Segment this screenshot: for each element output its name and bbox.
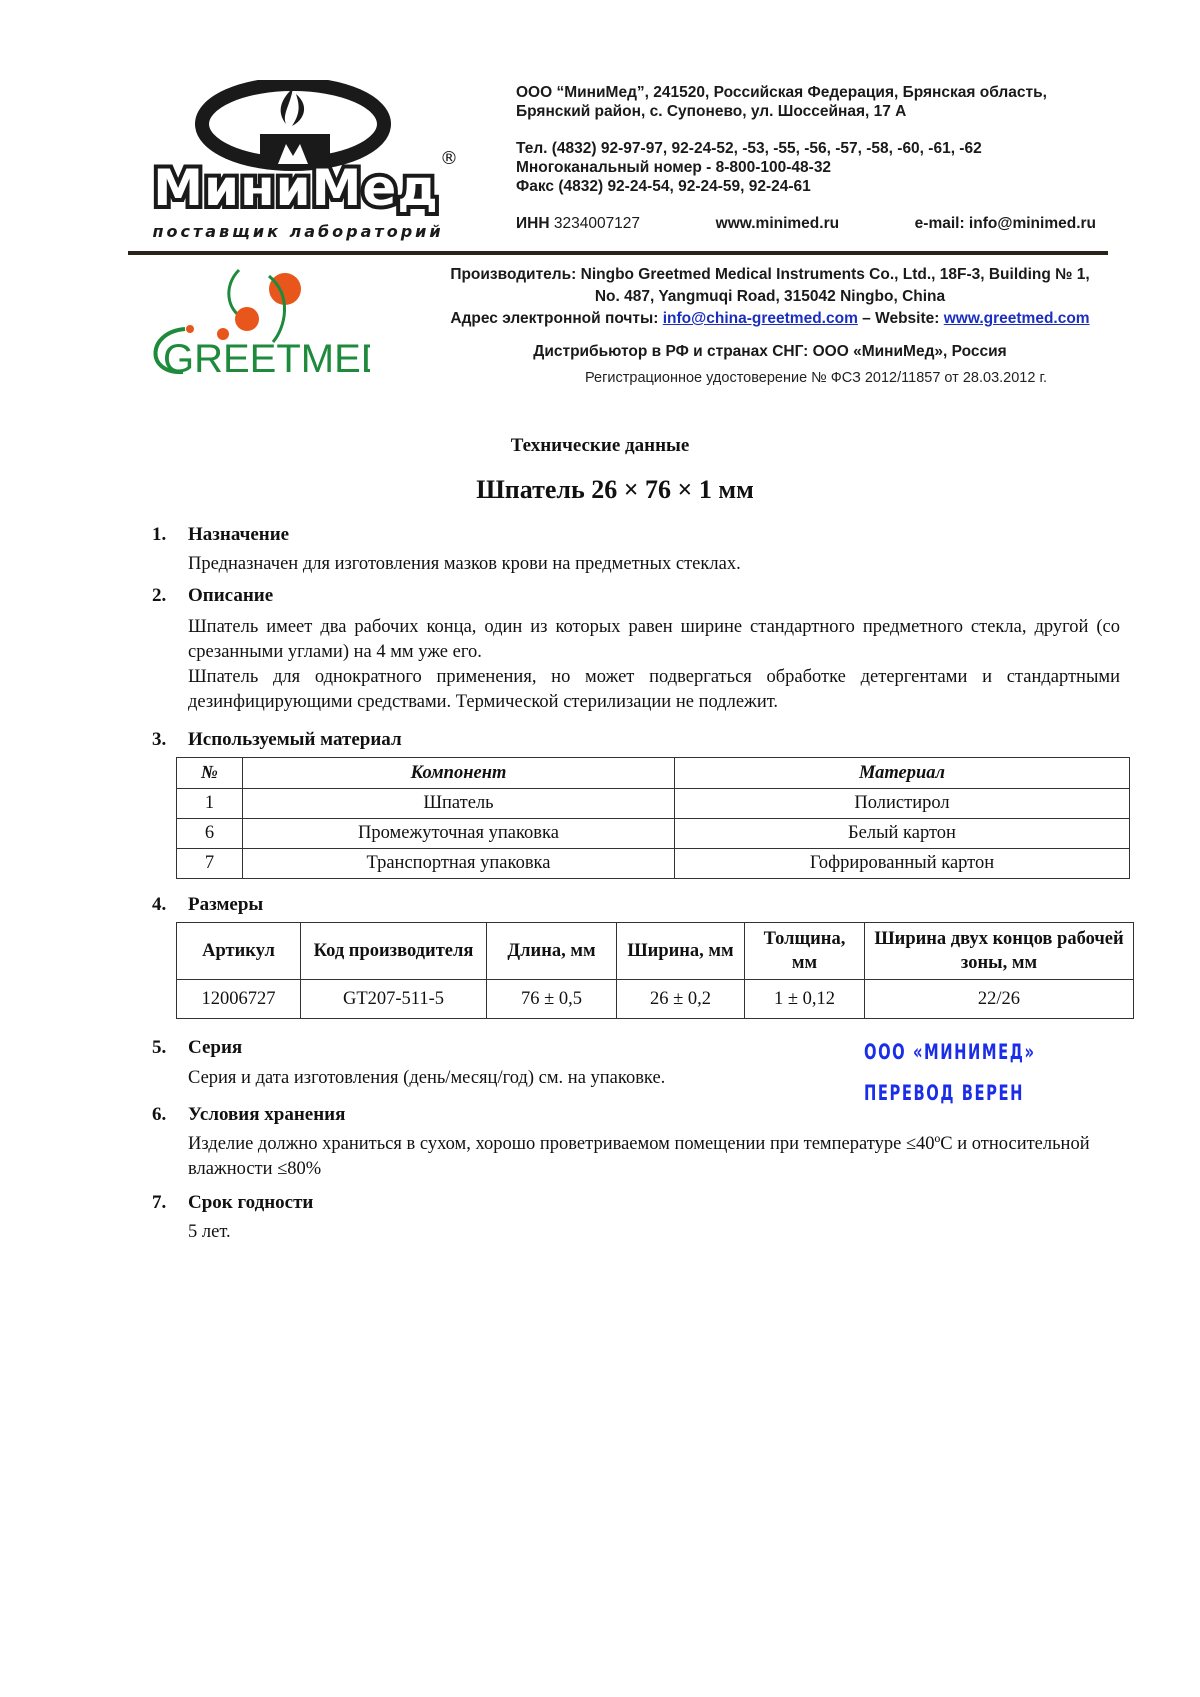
section-heading-shelf-life — [152, 1192, 313, 1214]
minimed-email[interactable]: e-mail: info@minimed.ru — [914, 215, 1096, 232]
address-line-2: Брянский район, с. Супонево, ул. Шоссейная, 17 А — [516, 103, 907, 120]
table-cell: Гофрированный картон — [675, 849, 1130, 879]
section-heading-materials — [152, 729, 402, 751]
section-body-shelf-life — [188, 1220, 1120, 1245]
inn-label: ИНН — [516, 215, 550, 232]
section-title: Описание — [188, 585, 274, 606]
inn — [516, 214, 640, 233]
section-number: 1. — [152, 524, 167, 545]
greetmed-logo-text: GREETMED — [163, 337, 370, 377]
phone-line: Тел. (4832) 92-97-97, 92-24-52, -53, -55, -56, -57, -58, -60, -61, -62 — [516, 140, 982, 157]
column-header: Материал — [675, 758, 1130, 789]
paragraph: Изделие должно храниться в сухом, хорошо проветриваемом помещении при температуре ≤40ºС и относительной влажности ≤80% — [188, 1134, 1090, 1179]
section-title: Размеры — [188, 894, 264, 915]
manufacturer-line-1: Производитель: Ningbo Greetmed Medical Instruments Co., Ltd., 18F-3, Building № 1, — [450, 266, 1090, 283]
column-header: Длина, мм — [487, 923, 617, 980]
table-cell: GT207-511-5 — [301, 980, 487, 1019]
section-heading-description — [152, 585, 273, 607]
section-title: Используемый материал — [188, 729, 402, 750]
inn-value: 3234007127 — [553, 215, 641, 232]
section-heading-purpose — [152, 524, 289, 546]
column-header: Ширина двух концов рабочей зоны, мм — [865, 923, 1134, 980]
table-row — [177, 819, 1130, 849]
multichannel-line: Многоканальный номер - 8-800-100-48-32 — [516, 159, 832, 176]
paragraph: Шпатель имеет два рабочих конца, один из которых равен ширине стандартного предметного стекла, другой (со срезанными углами) на 4 мм уже его. — [188, 617, 1120, 662]
greetmed-info-block — [420, 264, 1120, 363]
table-cell: 22/26 — [865, 980, 1134, 1019]
column-header: Компонент — [243, 758, 675, 789]
materials-table — [176, 757, 1130, 879]
manufacturer-line-2: No. 487, Yangmuqi Road, 315042 Ningbo, China — [594, 288, 946, 305]
paragraph: 5 лет. — [188, 1222, 231, 1242]
table-cell: 12006727 — [177, 980, 301, 1019]
minimed-logo-text: МиниМед — [153, 159, 439, 217]
section-title: Серия — [188, 1037, 243, 1058]
greetmed-emblem-icon — [135, 262, 370, 377]
greetmed-contacts-line — [420, 308, 1120, 330]
column-header: Ширина, мм — [617, 923, 745, 980]
table-row — [177, 849, 1130, 879]
registered-mark: ® — [440, 148, 458, 169]
distributor-line: Дистрибьютор в РФ и странах СНГ: ООО «МиниМед», Россия — [533, 343, 1007, 360]
section-number: 2. — [152, 585, 167, 606]
table-row — [177, 980, 1134, 1019]
paragraph: Серия и дата изготовления (день/месяц/год) см. на упаковке. — [188, 1068, 666, 1088]
table-cell: Транспортная упаковка — [243, 849, 675, 879]
minimed-logo — [128, 80, 458, 245]
section-heading-storage — [152, 1104, 345, 1126]
fax-line: Факс (4832) 92-24-54, 92-24-59, 92-24-61 — [516, 178, 811, 195]
section-number: 3. — [152, 729, 167, 750]
section-title: Условия хранения — [188, 1104, 346, 1125]
section-number: 7. — [152, 1192, 167, 1213]
section-body-series — [188, 1066, 788, 1091]
table-cell: 76 ± 0,5 — [487, 980, 617, 1019]
email-label: Адрес электронной почты: — [450, 310, 659, 327]
table-cell: Шпатель — [243, 789, 675, 819]
section-heading-series — [152, 1037, 242, 1059]
address-line-1: ООО “МиниМед”, 241520, Российская Федерация, Брянская область, — [516, 84, 1047, 101]
table-header-row — [177, 758, 1130, 789]
section-title: Назначение — [188, 524, 290, 545]
minimed-website[interactable]: www.minimed.ru — [715, 215, 840, 232]
paragraph: Шпатель для однократного применения, но может подвергаться обработке детергентами и стандартными дезинфицирующими средствами. Термической стерилизации не подлежит. — [188, 667, 1120, 712]
header-divider — [128, 251, 1108, 255]
table-cell: 7 — [177, 849, 243, 879]
section-body-purpose — [188, 552, 1120, 577]
document-subtitle: Технические данные — [510, 435, 690, 456]
table-cell: 1 ± 0,12 — [745, 980, 865, 1019]
table-cell: 26 ± 0,2 — [617, 980, 745, 1019]
column-header: № — [177, 758, 243, 789]
section-number: 6. — [152, 1104, 167, 1125]
section-body-description — [188, 615, 1120, 715]
greetmed-website-link[interactable]: www.greetmed.com — [943, 310, 1090, 327]
column-header: Артикул — [177, 923, 301, 980]
greetmed-logo — [135, 262, 370, 377]
table-cell: Промежуточная упаковка — [243, 819, 675, 849]
stamp-line-1: ООО «МИНИМЕД» — [864, 1040, 1036, 1064]
table-cell: Полистирол — [675, 789, 1130, 819]
section-body-storage — [188, 1132, 1128, 1182]
table-cell: 6 — [177, 819, 243, 849]
minimed-contact-block — [516, 83, 1116, 233]
table-cell: 1 — [177, 789, 243, 819]
section-title: Срок годности — [188, 1192, 314, 1213]
document-title: Шпатель 26 × 76 × 1 мм — [476, 475, 754, 504]
paragraph: Предназначен для изготовления мазков крови на предметных стеклах. — [188, 554, 741, 574]
website-label: – Website: — [862, 310, 940, 327]
column-header: Толщина, мм — [745, 923, 865, 980]
translation-stamp — [864, 1040, 1036, 1105]
minimed-emblem-icon — [128, 80, 458, 245]
table-row — [177, 789, 1130, 819]
table-header-row — [177, 923, 1134, 980]
section-heading-dimensions — [152, 894, 263, 916]
minimed-tagline: поставщик лабораторий — [152, 222, 444, 241]
section-number: 4. — [152, 894, 167, 915]
table-cell: Белый картон — [675, 819, 1130, 849]
registration-certificate: Регистрационное удостоверение № ФСЗ 2012/11857 от 28.03.2012 г. — [585, 370, 1047, 386]
column-header: Код производителя — [301, 923, 487, 980]
greetmed-email-link[interactable]: info@china-greetmed.com — [662, 310, 858, 327]
section-number: 5. — [152, 1037, 167, 1058]
dimensions-table — [176, 922, 1134, 1019]
stamp-line-2: ПЕРЕВОД ВЕРЕН — [864, 1081, 1025, 1105]
